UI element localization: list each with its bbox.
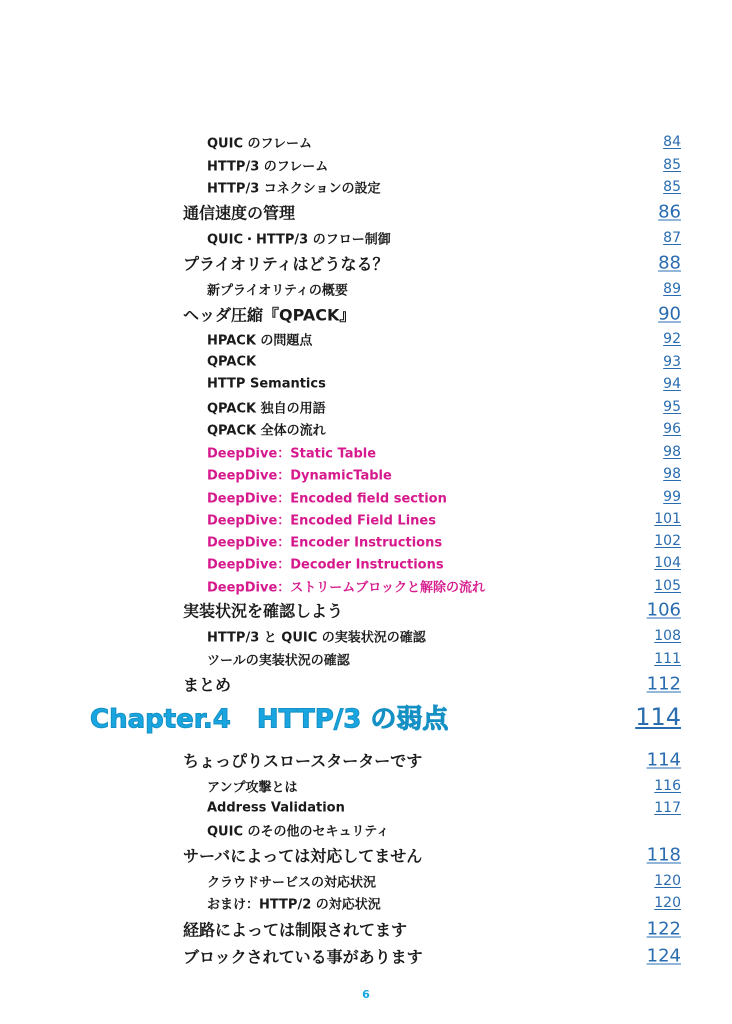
toc-entry-title: おまけ：HTTP/2 の対応状況 [207, 897, 381, 913]
toc-page-link[interactable]: 108 [654, 628, 681, 644]
toc-entry-title: HPACK の問題点 [207, 333, 313, 349]
toc-entry-title: QPACK [207, 354, 257, 370]
toc-section [0, 942, 732, 970]
toc-page-link[interactable]: 124 [646, 945, 681, 967]
toc-section [0, 841, 732, 869]
toc-subsection [0, 463, 732, 485]
toc-entry-title: アンプ攻撃とは [207, 780, 298, 796]
toc-page-link[interactable]: 86 [658, 201, 681, 223]
toc-subsection [0, 819, 732, 841]
toc-page-link[interactable]: 112 [646, 673, 681, 695]
toc-page-link[interactable]: 98 [663, 444, 681, 460]
toc-page-link[interactable]: 92 [663, 331, 681, 347]
toc-entry-title: クラウドサービスの対応状況 [207, 875, 377, 891]
toc-page-link[interactable]: 104 [654, 555, 681, 571]
toc-subsection [0, 351, 732, 373]
toc-entry-title: DeepDive：Encoded Field Lines [207, 513, 436, 529]
page-number: 6 [362, 988, 370, 1001]
toc-subsection [0, 552, 732, 574]
toc-page-link[interactable]: 99 [663, 489, 681, 505]
toc-entry-title: ヘッダ圧縮『QPACK』 [183, 305, 356, 325]
toc-section [0, 198, 732, 226]
toc-section [0, 915, 732, 943]
toc-entry-title: ツールの実装状況の確認 [207, 653, 350, 669]
toc-subsection [0, 227, 732, 249]
toc-entry-title: 実装状況を確認しよう [183, 601, 344, 621]
toc-subsection [0, 131, 732, 153]
toc-page-link[interactable]: 114 [635, 703, 681, 731]
toc-page-link[interactable]: 90 [658, 303, 681, 325]
toc-page-link[interactable]: 85 [663, 157, 681, 173]
toc-entry-title: HTTP/3 のフレーム [207, 159, 329, 175]
toc-subsection [0, 648, 732, 670]
toc-page-link[interactable]: 114 [646, 749, 681, 771]
toc-entry-title: DeepDive：DynamicTable [207, 468, 392, 484]
toc-entry-title: 新プライオリティの概要 [207, 283, 348, 299]
toc-entry-title: QUIC のフレーム [207, 136, 312, 152]
toc-subsection [0, 775, 732, 797]
toc-page-link[interactable]: 120 [654, 873, 681, 889]
toc-page-link[interactable]: 93 [663, 354, 681, 370]
toc-entry-title: HTTP/3 コネクションの設定 [207, 181, 381, 197]
toc-subsection [0, 870, 732, 892]
toc-entry-title: HTTP Semantics [207, 376, 326, 392]
toc-entry-title: プライオリティはどうなる？ [183, 254, 389, 274]
toc-page-link[interactable]: 96 [663, 421, 681, 437]
toc-page-link[interactable]: 117 [654, 800, 681, 816]
toc-page-link[interactable]: 84 [663, 134, 681, 150]
toc-entry-title: DeepDive：Encoder Instructions [207, 535, 443, 551]
toc-section [0, 670, 732, 698]
toc-page-link[interactable]: 122 [646, 918, 681, 940]
toc-entry-title: まとめ [183, 675, 232, 695]
toc-page-link[interactable]: 98 [663, 466, 681, 482]
toc-page-link[interactable]: 88 [658, 252, 681, 274]
toc-section [0, 596, 732, 624]
toc-entry-title: DeepDive：ストリームブロックと解除の流れ [207, 580, 486, 596]
toc-subsection [0, 625, 732, 647]
toc-entry-title: 通信速度の管理 [183, 203, 296, 223]
toc-subsection [0, 441, 732, 463]
toc-entry-title: サーバによっては対応してません [183, 846, 423, 866]
toc-page-link[interactable]: 94 [663, 376, 681, 392]
toc-page-link[interactable]: 116 [654, 778, 681, 794]
toc-section [0, 746, 732, 774]
toc-subsection [0, 892, 732, 914]
toc-subsection [0, 373, 732, 395]
toc-subsection [0, 418, 732, 440]
toc-subsection [0, 278, 732, 300]
toc-page-link[interactable]: 95 [663, 399, 681, 415]
toc-entry-title: Chapter.4 HTTP/3 の弱点 [90, 704, 449, 735]
toc-entry-title: HTTP/3 と QUIC の実装状況の確認 [207, 630, 426, 646]
toc-subsection [0, 797, 732, 819]
toc-subsection [0, 530, 732, 552]
toc-subsection [0, 328, 732, 350]
toc-section [0, 249, 732, 277]
toc-entry-title: Address Validation [207, 800, 345, 816]
toc-section [0, 300, 732, 328]
toc-page-link[interactable]: 101 [654, 511, 681, 527]
toc-subsection [0, 176, 732, 198]
toc-entry-title: ちょっぴりスロースターターです [183, 751, 423, 771]
toc-page-link[interactable]: 102 [654, 533, 681, 549]
chapter-heading [0, 695, 732, 739]
toc-entry-title: DeepDive：Decoder Instructions [207, 557, 444, 573]
toc-page-link[interactable]: 85 [663, 179, 681, 195]
toc-entry-title: DeepDive：Encoded field section [207, 491, 447, 507]
toc-subsection [0, 486, 732, 508]
toc-entry-title: QUIC のその他のセキュリティ [207, 824, 390, 840]
toc-page-link[interactable]: 111 [654, 651, 681, 667]
toc-subsection [0, 575, 732, 597]
toc-subsection [0, 508, 732, 530]
toc-entry-title: QPACK 独自の用語 [207, 401, 326, 417]
toc-page-link[interactable]: 120 [654, 895, 681, 911]
toc-page-link[interactable]: 118 [646, 844, 681, 866]
toc-entry-title: 経路によっては制限されてます [183, 920, 408, 940]
toc-entry-title: QPACK 全体の流れ [207, 423, 326, 439]
toc-page-link[interactable]: 105 [654, 578, 681, 594]
toc-entry-title: QUIC・HTTP/3 のフロー制御 [207, 232, 391, 248]
toc-entry-title: ブロックされている事があります [183, 947, 423, 967]
toc-subsection [0, 154, 732, 176]
toc-subsection [0, 396, 732, 418]
toc-page-link[interactable]: 106 [646, 599, 681, 621]
toc-entry-title: DeepDive：Static Table [207, 446, 377, 462]
toc-page-link[interactable]: 87 [663, 230, 681, 246]
toc-page-link[interactable]: 89 [663, 281, 681, 297]
